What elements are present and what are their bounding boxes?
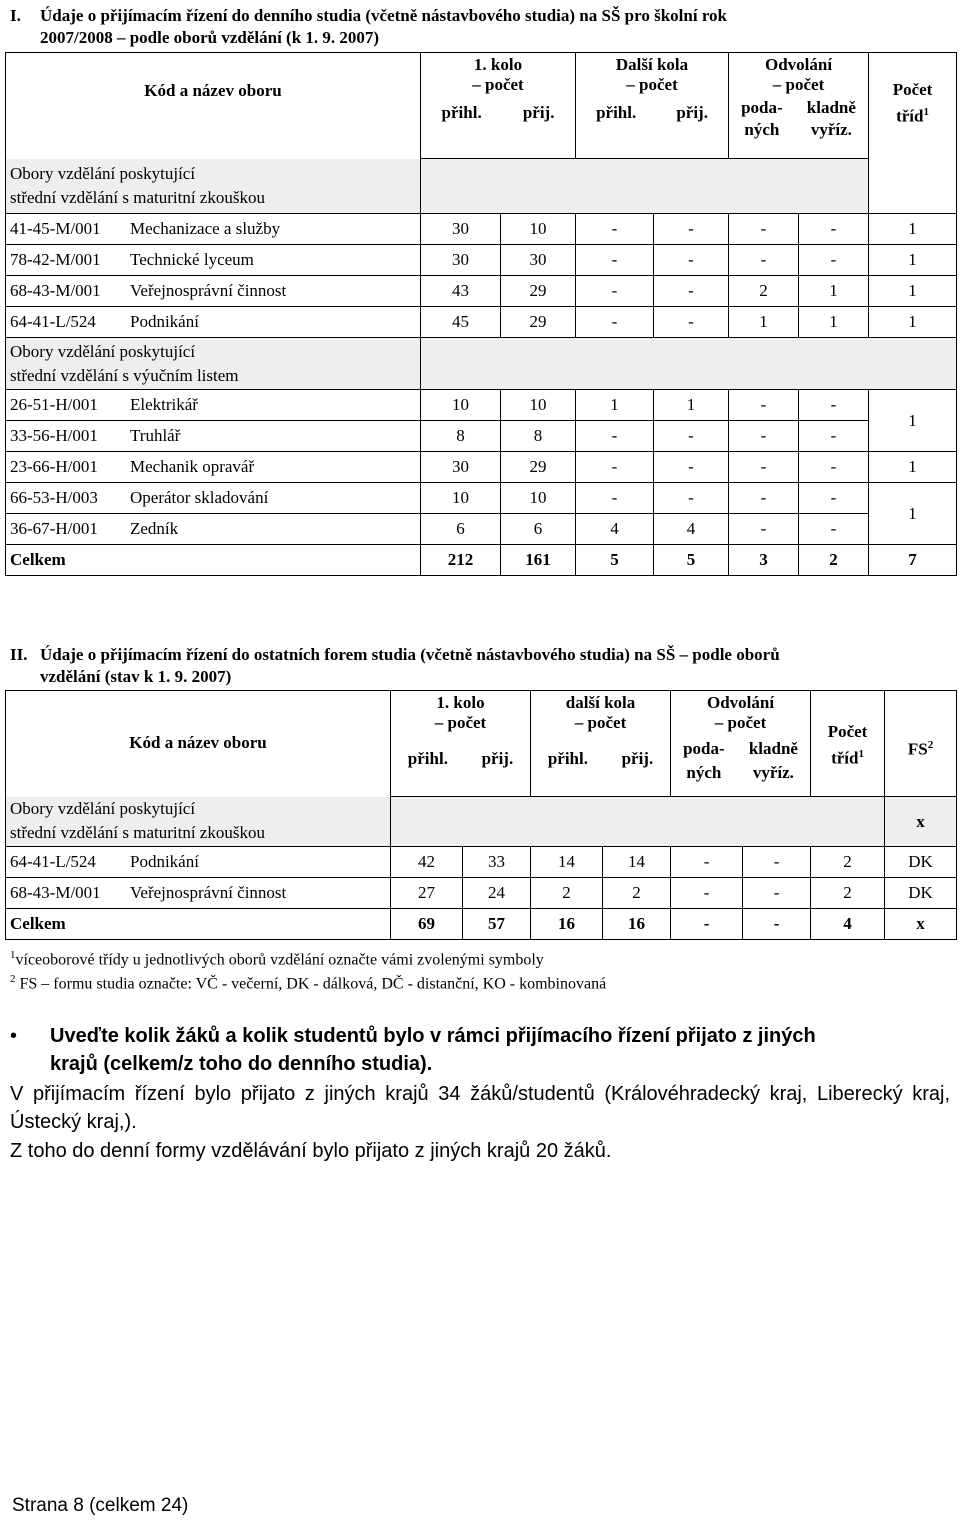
cell-prij: 30 [501, 245, 576, 276]
group1-empty [421, 159, 869, 214]
footnote-2 [10, 968, 606, 995]
appeal-header [671, 691, 811, 797]
total-row [6, 909, 957, 940]
cell-classes: 1 [869, 245, 957, 276]
total-podanych: - [671, 909, 743, 940]
cell-kladne: - [743, 847, 811, 878]
classes-sup: 1 [858, 748, 864, 760]
classes-header [811, 691, 885, 797]
total-podanych: 3 [729, 545, 799, 576]
table-row [6, 214, 957, 245]
rounds-next-prij: přij. [621, 749, 654, 768]
cell-next-prij: 1 [654, 390, 729, 421]
footnote-1-text: víceoborové třídy u jednotlivých oborů vzdělání označte vámi zvolenými symboly [15, 951, 544, 969]
appeal-podanych2: ných [686, 763, 722, 782]
rounds-next-label: další kola [565, 693, 636, 712]
row-name: Truhlář [130, 426, 181, 445]
cell-next-prihl: 2 [531, 878, 603, 909]
cell-prihl: 45 [421, 307, 501, 338]
row-name: Zedník [130, 519, 179, 538]
cell-next-prihl: - [576, 421, 654, 452]
bullet-symbol: • [10, 1025, 18, 1047]
cell-next-prihl: 1 [576, 390, 654, 421]
total-classes: 4 [811, 909, 885, 940]
cell-prij: 29 [501, 307, 576, 338]
cell-podanych: - [729, 452, 799, 483]
section1-group2-row [6, 338, 957, 390]
table-row [6, 276, 957, 307]
round1-sub: – počet [434, 713, 487, 732]
cell-classes: 2 [811, 847, 885, 878]
total-kladne: - [743, 909, 811, 940]
cell-kladne: - [799, 214, 869, 245]
round1-prij: přij. [522, 103, 555, 122]
total-prihl: 69 [391, 909, 463, 940]
row-name: Podnikání [130, 852, 199, 871]
section1-number: I. [10, 6, 21, 25]
classes-label2: tříd [831, 748, 859, 768]
group1-empty [391, 797, 885, 847]
cell-kladne: 1 [799, 276, 869, 307]
cell-prihl: 42 [391, 847, 463, 878]
bullet-question [10, 1022, 816, 1078]
cell-kladne: - [799, 514, 869, 545]
table-row [6, 245, 957, 276]
cell-classes-merged: 1 [869, 483, 957, 545]
page-footer: Strana 8 (celkem 24) [12, 1495, 189, 1516]
row-name: Operátor skladování [130, 488, 269, 507]
round1-header [421, 53, 576, 159]
cell-next-prij: 4 [654, 514, 729, 545]
total-prij: 57 [463, 909, 531, 940]
cell-prij: 33 [463, 847, 531, 878]
table-row [6, 514, 957, 545]
total-label: Celkem [6, 545, 421, 576]
rounds-next-sub: – počet [626, 75, 678, 94]
cell-classes: 1 [869, 452, 957, 483]
section1-header-row [6, 53, 957, 159]
total-next-prij: 5 [654, 545, 729, 576]
cell-prihl: 30 [421, 245, 501, 276]
cell-podanych: - [671, 878, 743, 909]
cell-kladne: - [799, 483, 869, 514]
total-next-prihl: 16 [531, 909, 603, 940]
footnote-2-mark: 2 [10, 973, 16, 985]
row-name: Podnikání [130, 312, 199, 331]
cell-next-prij: - [654, 276, 729, 307]
cell-prihl: 30 [421, 452, 501, 483]
cell-kladne: 1 [799, 307, 869, 338]
cell-podanych: - [729, 214, 799, 245]
section2-title-line2: vzdělání (stav k 1. 9. 2007) [40, 667, 232, 686]
total-classes: 7 [869, 545, 957, 576]
round1-label: 1. kolo [473, 55, 523, 74]
cell-classes: 1 [869, 307, 957, 338]
group2-empty [421, 338, 957, 390]
group1-line2: střední vzdělání s maturitní zkouškou [10, 187, 265, 207]
classes-sup: 1 [923, 106, 929, 118]
total-prihl: 212 [421, 545, 501, 576]
appeal-label: Odvolání [764, 55, 833, 74]
row-code: 36-67-H/001 [10, 519, 98, 538]
row-name: Mechanik opravář [130, 457, 255, 476]
section2-heading [10, 644, 780, 688]
section2-group1-row [6, 797, 957, 847]
row-code: 64-41-L/524 [10, 312, 96, 331]
appeal-kladne1: kladně [748, 739, 798, 758]
group1-line1: Obory vzdělání poskytující [10, 799, 196, 819]
code-name-header: Kód a název oboru [6, 691, 391, 797]
appeal-podanych1: poda- [741, 98, 783, 117]
cell-prij: 6 [501, 514, 576, 545]
total-prij: 161 [501, 545, 576, 576]
rounds-next-prihl: přihl. [596, 103, 637, 122]
classes-label1: Počet [827, 722, 868, 741]
cell-prij: 10 [501, 214, 576, 245]
section1-group1-row [6, 159, 957, 214]
cell-kladne: - [799, 421, 869, 452]
cell-next-prij: 2 [603, 878, 671, 909]
classes-header [869, 53, 957, 214]
row-code: 41-45-M/001 [10, 219, 101, 238]
rounds-next-prihl: přihl. [547, 749, 588, 768]
cell-prihl: 43 [421, 276, 501, 307]
cell-podanych: - [729, 483, 799, 514]
cell-fs: DK [885, 847, 957, 878]
cell-prihl: 30 [421, 214, 501, 245]
cell-podanych: 1 [729, 307, 799, 338]
cell-next-prihl: - [576, 214, 654, 245]
cell-next-prihl: - [576, 452, 654, 483]
fs-header [885, 691, 957, 797]
round1-prihl: přihl. [407, 749, 448, 768]
total-fs: x [885, 909, 957, 940]
cell-kladne: - [799, 390, 869, 421]
row-code: 64-41-L/524 [10, 852, 96, 871]
table-row [6, 483, 957, 514]
round1-label: 1. kolo [436, 693, 485, 712]
bullet-line2: krajů (celkem/z toho do denního studia). [50, 1053, 433, 1075]
cell-prij: 10 [501, 483, 576, 514]
answer-paragraph-1: V přijímacím řízení bylo přijato z jiných krajů 34 žáků/studentů (Královéhradecký kraj, Liberecký kraj, Ústecký kraj,). [10, 1083, 950, 1133]
section2-title-line1: Údaje o přijímacím řízení do ostatních forem studia (včetně nástavbového studia) na SŠ – podle oborů [40, 645, 780, 664]
cell-prij: 8 [501, 421, 576, 452]
bullet-line1: Uveďte kolik žáků a kolik studentů bylo v rámci přijímacího řízení přijato z jiných [50, 1025, 816, 1047]
cell-next-prij: - [654, 307, 729, 338]
cell-prihl: 27 [391, 878, 463, 909]
cell-next-prihl: - [576, 307, 654, 338]
section1-heading [10, 5, 727, 49]
table-row [6, 878, 957, 909]
appeal-podanych1: poda- [683, 739, 725, 758]
cell-kladne: - [799, 452, 869, 483]
cell-next-prij: - [654, 214, 729, 245]
table-row [6, 847, 957, 878]
cell-podanych: - [729, 421, 799, 452]
total-next-prij: 16 [603, 909, 671, 940]
cell-kladne: - [743, 878, 811, 909]
total-next-prihl: 5 [576, 545, 654, 576]
appeal-podanych2: ných [744, 120, 780, 139]
cell-next-prihl: - [576, 483, 654, 514]
appeal-kladne2: vyříz. [752, 763, 794, 782]
rounds-next-prij: přij. [676, 103, 708, 122]
cell-prij: 24 [463, 878, 531, 909]
cell-podanych: - [729, 514, 799, 545]
row-code: 68-43-M/001 [10, 281, 101, 300]
cell-prihl: 10 [421, 390, 501, 421]
cell-classes: 1 [869, 276, 957, 307]
cell-podanych: - [729, 245, 799, 276]
cell-podanych: - [671, 847, 743, 878]
cell-next-prij: - [654, 483, 729, 514]
rounds-next-header [531, 691, 671, 797]
cell-prij: 10 [501, 390, 576, 421]
row-name: Mechanizace a služby [130, 219, 281, 238]
section1-title-line2: 2007/2008 – podle oborů vzdělání (k 1. 9. 2007) [40, 28, 380, 47]
cell-prihl: 6 [421, 514, 501, 545]
appeal-kladne2: vyříz. [810, 120, 852, 139]
appeal-label: Odvolání [706, 693, 775, 712]
footnote-2-text: FS – formu studia označte: VČ - večerní, DK - dálková, DČ - distanční, KO - kombinovaná [19, 975, 607, 993]
cell-classes: 1 [869, 214, 957, 245]
cell-classes-merged: 1 [869, 390, 957, 452]
cell-next-prij: 14 [603, 847, 671, 878]
section1-title-line1: Údaje o přijímacím řízení do denního studia (včetně nástavbového studia) na SŠ pro školní rok [40, 6, 728, 25]
table-row [6, 452, 957, 483]
footnote-1-mark: 1 [10, 949, 16, 961]
total-label: Celkem [6, 909, 391, 940]
rounds-next-label: Další kola [615, 55, 689, 74]
round1-header [391, 691, 531, 797]
group1-x: x [885, 797, 957, 847]
cell-fs: DK [885, 878, 957, 909]
cell-next-prij: - [654, 452, 729, 483]
row-code: 23-66-H/001 [10, 457, 98, 476]
cell-next-prihl: - [576, 276, 654, 307]
section2-header-row [6, 691, 957, 797]
cell-prij: 29 [501, 276, 576, 307]
row-name: Elektrikář [130, 395, 198, 414]
appeal-kladne1: kladně [806, 98, 856, 117]
row-code: 78-42-M/001 [10, 250, 101, 269]
classes-label1: Počet [892, 80, 933, 99]
section1-table [5, 52, 957, 576]
row-code: 68-43-M/001 [10, 883, 101, 902]
row-name: Veřejnosprávní činnost [130, 281, 287, 300]
total-row [6, 545, 957, 576]
appeal-header [729, 53, 869, 159]
row-code: 33-56-H/001 [10, 426, 98, 445]
row-code: 26-51-H/001 [10, 395, 98, 414]
group2-line1: Obory vzdělání poskytující [10, 341, 196, 361]
cell-classes: 2 [811, 878, 885, 909]
row-name: Veřejnosprávní činnost [130, 883, 287, 902]
section2-number: II. [10, 645, 28, 664]
total-kladne: 2 [799, 545, 869, 576]
row-name: Technické lyceum [130, 250, 254, 269]
cell-next-prij: - [654, 245, 729, 276]
group1-line2: střední vzdělání s maturitní zkouškou [10, 823, 265, 843]
code-name-header: Kód a název oboru [6, 53, 421, 159]
group1-label [6, 159, 421, 214]
table-row [6, 421, 957, 452]
row-code: 66-53-H/003 [10, 488, 98, 507]
group2-label [6, 338, 421, 390]
group1-label [6, 797, 391, 847]
cell-prihl: 8 [421, 421, 501, 452]
appeal-sub: – počet [714, 713, 767, 732]
round1-prihl: přihl. [441, 103, 482, 122]
appeal-sub: – počet [772, 75, 825, 94]
rounds-next-sub: – počet [574, 713, 627, 732]
cell-podanych: 2 [729, 276, 799, 307]
group1-line1: Obory vzdělání poskytující [10, 163, 196, 183]
cell-kladne: - [799, 245, 869, 276]
cell-next-prihl: - [576, 245, 654, 276]
classes-label2: tříd [896, 106, 924, 126]
cell-next-prihl: 4 [576, 514, 654, 545]
table-row [6, 390, 957, 421]
cell-prij: 29 [501, 452, 576, 483]
group2-line2: střední vzdělání s výučním listem [10, 365, 239, 385]
cell-next-prij: - [654, 421, 729, 452]
answer-paragraph-2: Z toho do denní formy vzdělávání bylo přijato z jiných krajů 20 žáků. [10, 1140, 612, 1162]
section2-table [5, 690, 957, 940]
round1-sub: – počet [472, 75, 524, 94]
cell-prihl: 10 [421, 483, 501, 514]
round1-prij: přij. [481, 749, 514, 768]
cell-next-prihl: 14 [531, 847, 603, 878]
table-row [6, 307, 957, 338]
cell-podanych: - [729, 390, 799, 421]
rounds-next-header [576, 53, 729, 159]
fs-sup: 2 [927, 739, 934, 751]
fs-label: FS [907, 739, 928, 759]
